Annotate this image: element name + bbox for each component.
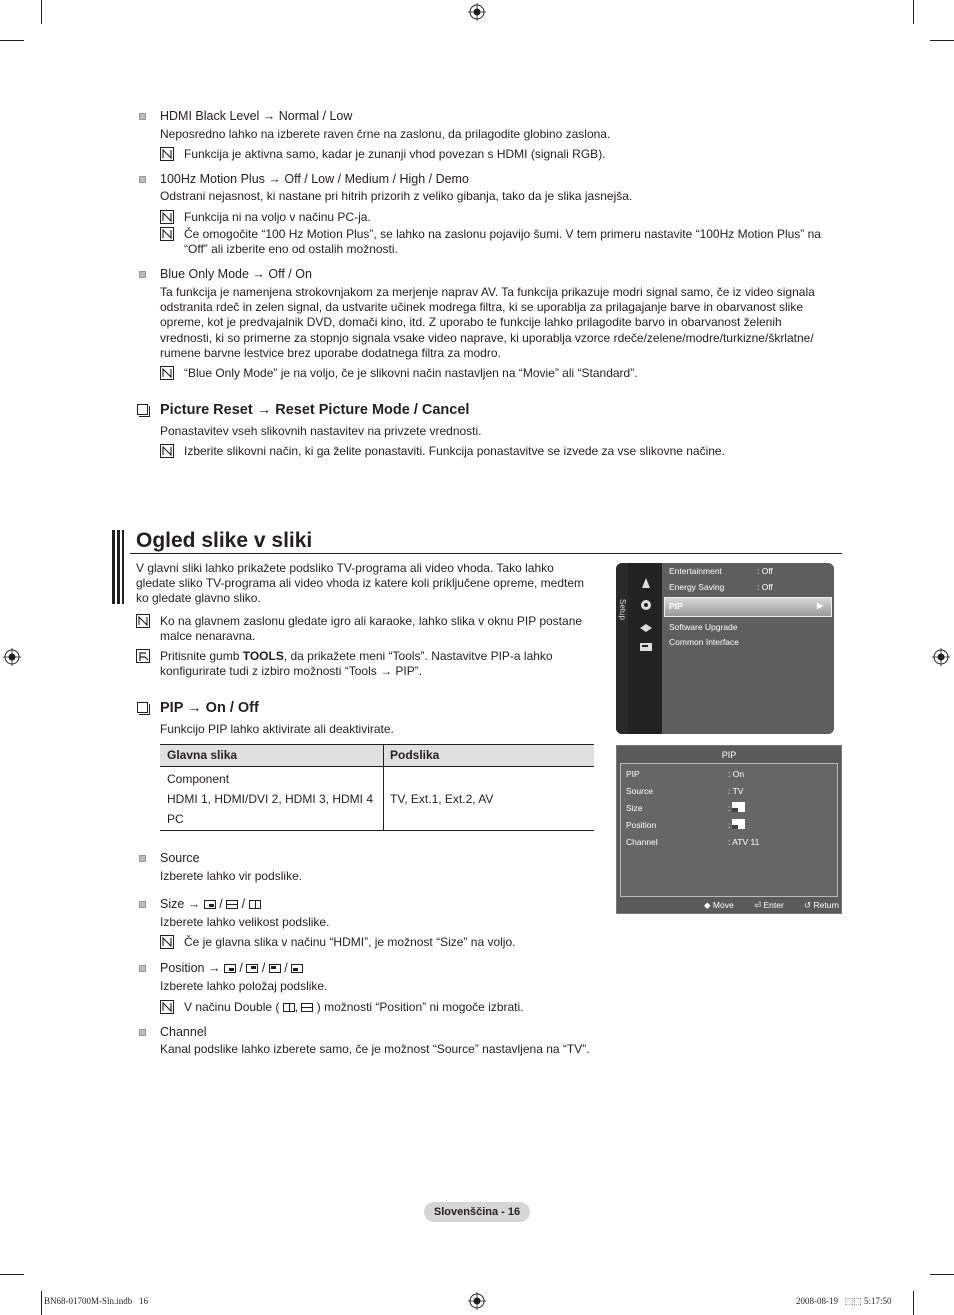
note-icon — [160, 210, 174, 224]
pip-table — [160, 744, 594, 832]
setup-side-label: Setup — [618, 599, 627, 620]
pip-row-pip[interactable]: PIP : On — [626, 769, 745, 779]
crop-mark — [913, 0, 914, 24]
channel-title: Channel — [160, 1025, 207, 1039]
pip-menu-screenshot — [616, 745, 842, 914]
menu-item-common-interface[interactable]: Common Interface — [669, 637, 739, 647]
crop-mark — [41, 1291, 42, 1315]
picture-reset-desc: Ponastavitev vseh slikovnih nastavitev na privzete vrednosti. — [160, 424, 482, 438]
pip-row-source[interactable]: Source : TV — [626, 786, 744, 796]
note-icon — [160, 935, 174, 949]
table-cell-sub: TV, Ext.1, Ext.2, AV — [390, 792, 494, 806]
pip-desc: Funkcijo PIP lahko aktivirate ali deaktivirate. — [160, 722, 394, 736]
position-title: Position → / / / — [160, 961, 303, 976]
size-large-icon — [732, 802, 745, 812]
section-bar-decoration — [112, 530, 115, 604]
checkbox-square-icon — [137, 702, 148, 713]
note-icon — [160, 444, 174, 458]
motion-plus-note-2: “Off” ali izberite eno od ostalih možnosti. — [184, 242, 398, 256]
registration-mark-icon — [932, 648, 950, 666]
position-top-right-icon — [246, 964, 258, 973]
blue-only-desc: vrednosti, ki so primerne za stopnjo signala vsake video naprave, ki uporablja vzorce rdeče/zelene/modre/turkizne/škrlatne/ — [160, 331, 814, 345]
setup-menu-screenshot — [616, 563, 834, 734]
crop-mark — [0, 1274, 24, 1275]
intro-text: ko gledate glavno sliko. — [136, 591, 261, 605]
picture-reset-note: Izberite slikovni način, ki ga želite ponastaviti. Funkcija ponastavitve se izvede za vse slikovne načine. — [184, 444, 725, 458]
note-icon — [160, 366, 174, 380]
section-title: Ogled slike v sliki — [136, 529, 313, 552]
pip-menu-panel — [620, 763, 838, 897]
bullet-square-icon — [139, 855, 146, 862]
size-double-icon — [249, 900, 261, 909]
move-hint: ◆ Move — [704, 900, 734, 910]
blue-only-title: Blue Only Mode → Off / On — [160, 267, 312, 281]
print-slug-date: 2008-08-19 ⬚⬚ 5:17:50 — [796, 1296, 892, 1306]
print-slug-file: BN68-01700M-Sln.indb 16 — [44, 1296, 149, 1306]
blue-only-desc: opreme, kot je predvajalnik DVD, domači kino, itd. Z uporabo te funkcije lahko prilagodite barvo in obarvanost želenih — [160, 315, 782, 329]
crop-mark — [0, 40, 24, 41]
table-cell-main: Component — [167, 772, 230, 786]
hdmi-black-level-desc: Neposredno lahko na izberete raven črne na zaslonu, da prilagodite globino zaslona. — [160, 127, 611, 141]
motion-plus-note-2: Če omogočite “100 Hz Motion Plus”, se lahko na zaslonu pojavijo šumi. V tem primeru nastavite “100Hz Motion Plus” na — [184, 227, 821, 241]
blue-only-desc: rumene barvne lestvice brez uporabe dodatnega filtra za modro. — [160, 346, 501, 360]
section-underline — [130, 553, 842, 554]
size-large-icon — [301, 1003, 313, 1012]
move-icon: ◆ — [704, 900, 711, 910]
source-desc: Izberete lahko vir podslike. — [160, 869, 303, 883]
size-title: Size → / / — [160, 897, 261, 912]
blue-only-note: “Blue Only Mode” je na voljo, če je slikovni način nastavljen na “Movie” ali “Standard”. — [184, 366, 638, 380]
table-bottom-rule — [160, 830, 594, 831]
size-double-icon — [283, 1003, 295, 1012]
note-icon — [160, 1000, 174, 1014]
enter-icon: ⏎ — [754, 900, 762, 910]
menu-item-energy-saving[interactable]: Energy Saving : Off — [669, 582, 773, 592]
note-icon — [160, 227, 174, 241]
motion-plus-desc: Odstrani nejasnost, ki nastane pri hitrih prizorih z veliko gibanja, tako da je slika jasnejša. — [160, 189, 633, 203]
enter-hint: ⏎ Enter — [754, 900, 784, 910]
table-header-sub: Podslika — [390, 748, 440, 762]
crop-mark — [930, 1274, 954, 1275]
pip-row-channel[interactable]: Channel : ATV 11 — [626, 837, 760, 847]
crop-mark — [930, 40, 954, 41]
position-bottom-left-icon — [291, 964, 303, 973]
bullet-square-icon — [139, 1029, 146, 1036]
bullet-square-icon — [139, 271, 146, 278]
size-small-icon — [204, 900, 216, 909]
position-bottom-right-icon — [732, 819, 745, 829]
pip-note: malce nenaravna. — [160, 629, 256, 643]
size-desc: Izberete lahko velikost podslike. — [160, 915, 330, 929]
table-header-main: Glavna slika — [167, 748, 238, 762]
menu-item-pip[interactable]: PIP ▶ — [669, 601, 824, 611]
tools-tip: Pritisnite gumb TOOLS, da prikažete meni “Tools”. Nastavitve PIP-a lahko — [160, 649, 553, 663]
menu-item-entertainment[interactable]: Entertainment : Off — [669, 566, 773, 576]
bullet-square-icon — [139, 176, 146, 183]
intro-text: V glavni sliki lahko prikažete podsliko TV-programa ali video vhoda. Tako lahko — [136, 561, 554, 575]
pip-row-position[interactable]: Position : — [626, 820, 731, 830]
checkbox-square-icon — [137, 404, 148, 415]
intro-text: gledate sliko TV-programa ali video vhoda iz katere koli priključene opreme, medtem — [136, 576, 585, 590]
setup-side-strip — [616, 563, 628, 734]
position-bottom-right-icon — [224, 964, 236, 973]
table-cell-main: HDMI 1, HDMI/DVI 2, HDMI 3, HDMI 4 — [167, 792, 374, 806]
crop-mark — [41, 0, 42, 24]
picture-menu-icon — [640, 576, 652, 590]
position-top-left-icon — [269, 964, 281, 973]
blue-only-desc: Ta funkcija je namenjena strokovnjakom za merjenje naprav AV. Ta funkcija prikazuje modri signal samo, če iz video signala — [160, 285, 815, 299]
section-bar-decoration — [122, 530, 124, 604]
table-divider — [383, 744, 384, 831]
size-large-icon — [226, 900, 238, 909]
page-number-badge: Slovenščina - 16 — [424, 1202, 530, 1222]
registration-mark-icon — [468, 3, 486, 21]
tools-tip: konfigurirate tudi z izbiro možnosti “Tools → PIP”. — [160, 664, 423, 678]
bullet-square-icon — [139, 113, 146, 120]
pip-row-size[interactable]: Size : — [626, 803, 731, 813]
return-icon: ↺ — [804, 900, 812, 910]
gear-icon — [638, 597, 654, 613]
menu-item-software-upgrade[interactable]: Software Upgrade — [669, 622, 738, 632]
channel-desc: Kanal podslike lahko izberete samo, če je možnost “Source” nastavljena na “TV”. — [160, 1042, 590, 1056]
source-title: Source — [160, 851, 200, 865]
pip-heading: PIP → On / Off — [160, 700, 259, 716]
motion-plus-title: 100Hz Motion Plus → Off / Low / Medium / High / Demo — [160, 172, 469, 186]
registration-mark-icon — [3, 648, 21, 666]
pip-note: Ko na glavnem zaslonu gledate igro ali karaoke, lahko slika v oknu PIP postane — [160, 614, 583, 628]
motion-plus-note-1: Funkcija ni na voljo v načinu PC-ja. — [184, 210, 371, 224]
size-note: Če je glavna slika v načinu “HDMI”, je možnost “Size” na voljo. — [184, 935, 516, 949]
registration-mark-icon — [468, 1292, 486, 1310]
bullet-square-icon — [139, 901, 146, 908]
position-desc: Izberete lahko položaj podslike. — [160, 979, 328, 993]
note-icon — [160, 147, 174, 161]
picture-reset-heading: Picture Reset → Reset Picture Mode / Cancel — [160, 402, 470, 418]
crop-mark — [913, 1291, 914, 1315]
pip-menu-title: PIP — [721, 750, 737, 760]
input-menu-icon — [639, 622, 653, 634]
blue-only-desc: odstranita rdeč in zelen signal, da ustvarite učinek modrega filtra, ki se uporablja za prilagajanje barve in obarvanost slike — [160, 300, 804, 314]
hdmi-black-level-title: HDMI Black Level → Normal / Low — [160, 109, 353, 123]
position-note: V načinu Double ( , ) možnosti “Position” ni mogoče izbrati. — [184, 1000, 524, 1014]
tools-icon — [136, 649, 150, 663]
bullet-square-icon — [139, 965, 146, 972]
table-cell-main: PC — [167, 812, 184, 826]
return-hint: ↺ Return — [804, 900, 840, 910]
section-bar-decoration — [117, 530, 120, 604]
application-menu-icon — [639, 641, 653, 653]
hdmi-note: Funkcija je aktivna samo, kadar je zunanji vhod povezan s HDMI (signali RGB). — [184, 147, 606, 161]
note-icon — [136, 614, 150, 628]
